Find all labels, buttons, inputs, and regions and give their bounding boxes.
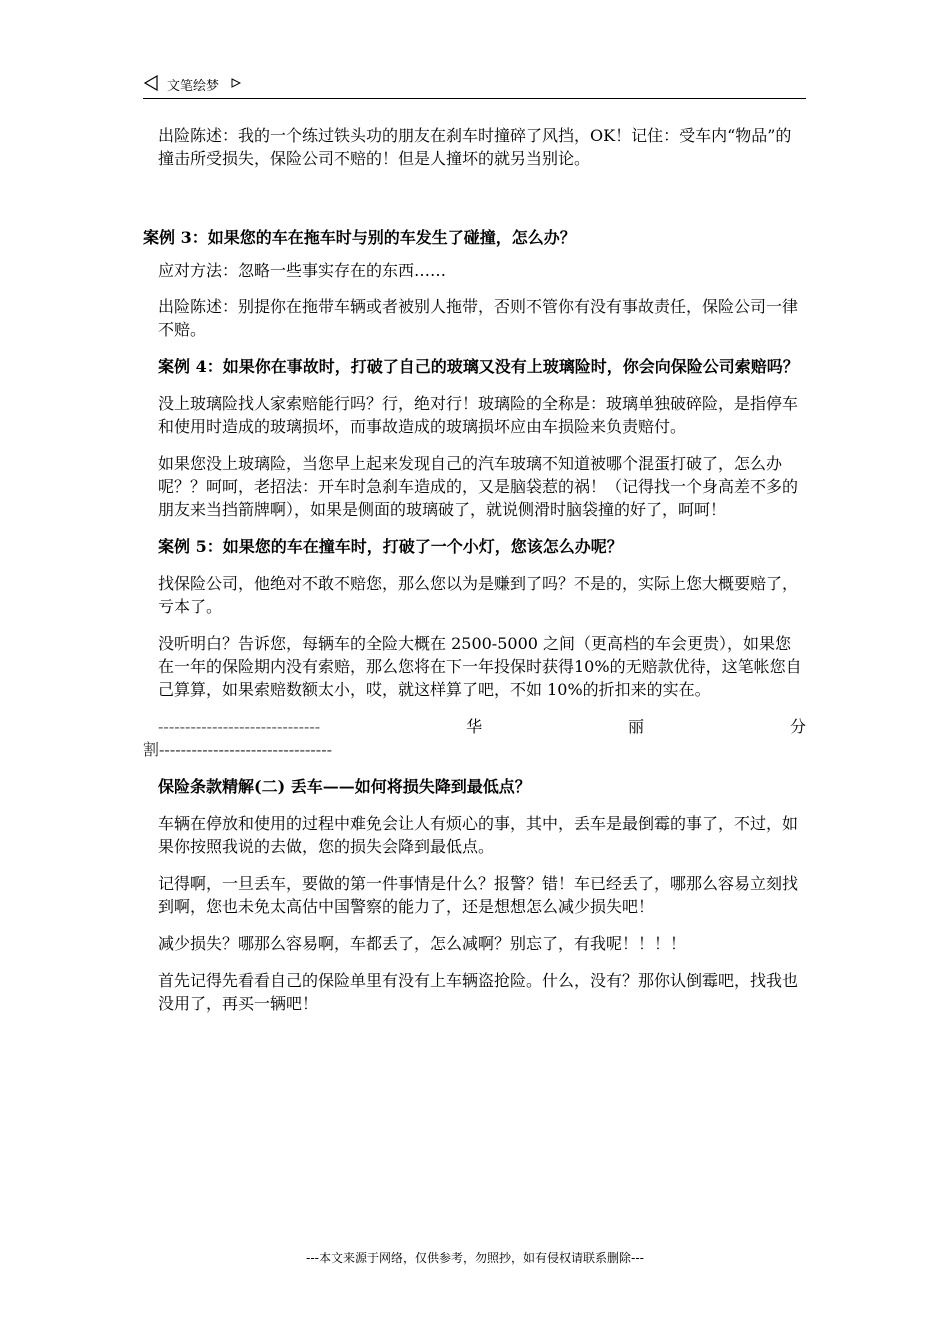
page-header (143, 72, 806, 99)
case4-p1: 没上玻璃险找人家索赔能行吗？行，绝对行！玻璃险的全称是：玻璃单独破碎险，是指停车和使用时造成的玻璃损坏，而事故造成的玻璃损坏应由车损险来负责赔付。 (158, 394, 799, 436)
case3-desc: 出险陈述：别提你在拖带车辆或者被别人拖带，否则不管你有没有事故责任，保险公司一律不赔。 (158, 297, 799, 339)
divider-char-1: 华 (466, 717, 483, 736)
case5-title: 案例 5：如果您的车在撞车时，打破了一个小灯，您该怎么办呢？ (158, 537, 623, 556)
section2-p4: 首先记得先看看自己的保险单里有没有上车辆盗抢险。什么，没有？那你认倒霉吧，找我也没用了，再买一辆吧！ (158, 971, 799, 1013)
section2-p1: 车辆在停放和使用的过程中难免会让人有烦心的事，其中，丢车是最倒霉的事了，不过，如果你按照我说的去做，您的损失会降到最低点。 (158, 814, 799, 856)
triangle-left-icon (143, 75, 159, 91)
case4-title: 案例 4：如果你在事故时，打破了自己的玻璃又没有上玻璃险时，你会向保险公司索赔吗？ (158, 357, 799, 376)
triangle-right-icon (231, 78, 241, 88)
divider-line (143, 715, 806, 738)
case5-p2: 没听明白？告诉您，每辆车的全险大概在 2500-5000 之间（更高档的车会更贵），如果您在一年的保险期内没有索赔，那么您将在下一年投保时获得10%的无赔款优待，这笔帐您自己算算，如果索赔数额太小，哎，就这样算了吧，不如 10%的折扣来的实在。 (158, 634, 802, 699)
divider-line-2: 割-------------------------------- (143, 740, 333, 759)
case5-p1: 找保险公司，他绝对不敢不赔您，那么您以为是赚到了吗？不是的，实际上您大概要赔了，亏本了。 (158, 574, 799, 616)
header-brand: 文笔绘梦 (167, 79, 220, 94)
section2-p2: 记得啊，一旦丢车，要做的第一件事情是什么？报警？错！车已经丢了，哪那么容易立刻找到啊，您也未免太高估中国警察的能力了，还是想想怎么减少损失吧！ (158, 874, 799, 916)
divider-char-3: 分 (789, 717, 806, 736)
divider-dashes: ------------------------------ (158, 717, 321, 736)
case4-p2: 如果您没上玻璃险，当您早上起来发现自己的汽车玻璃不知道被哪个混蛋打破了，怎么办呢？？呵呵，老招法：开车时急刹车造成的，又是脑袋惹的祸！（记得找一个身高差不多的朋友来当挡箭牌啊），如果是侧面的玻璃破了，就说侧滑时脑袋撞的好了，呵呵！ (158, 454, 799, 519)
divider-char-2: 丽 (628, 717, 645, 736)
page-footer: ---本文来源于网络，仅供参考，勿照抄，如有侵权请联系删除--- (306, 1251, 644, 1265)
case3-title: 案例 3：如果您的车在拖车时与别的车发生了碰撞，怎么办？ (143, 228, 576, 247)
case3-method: 应对方法：忽略一些事实存在的东西…… (158, 261, 447, 280)
paragraph-p1: 出险陈述：我的一个练过铁头功的朋友在刹车时撞碎了风挡，OK！记住：受车内“物品”的撞击所受损失，保险公司不赔的！但是人撞坏的就另当别论。 (158, 126, 792, 168)
document-body (143, 124, 806, 1015)
section2-title: 保险条款精解(二) 丢车——如何将损失降到最低点？ (158, 777, 531, 796)
section2-p3: 减少损失？哪那么容易啊，车都丢了，怎么减啊？别忘了，有我呢！！！！ (158, 934, 687, 953)
